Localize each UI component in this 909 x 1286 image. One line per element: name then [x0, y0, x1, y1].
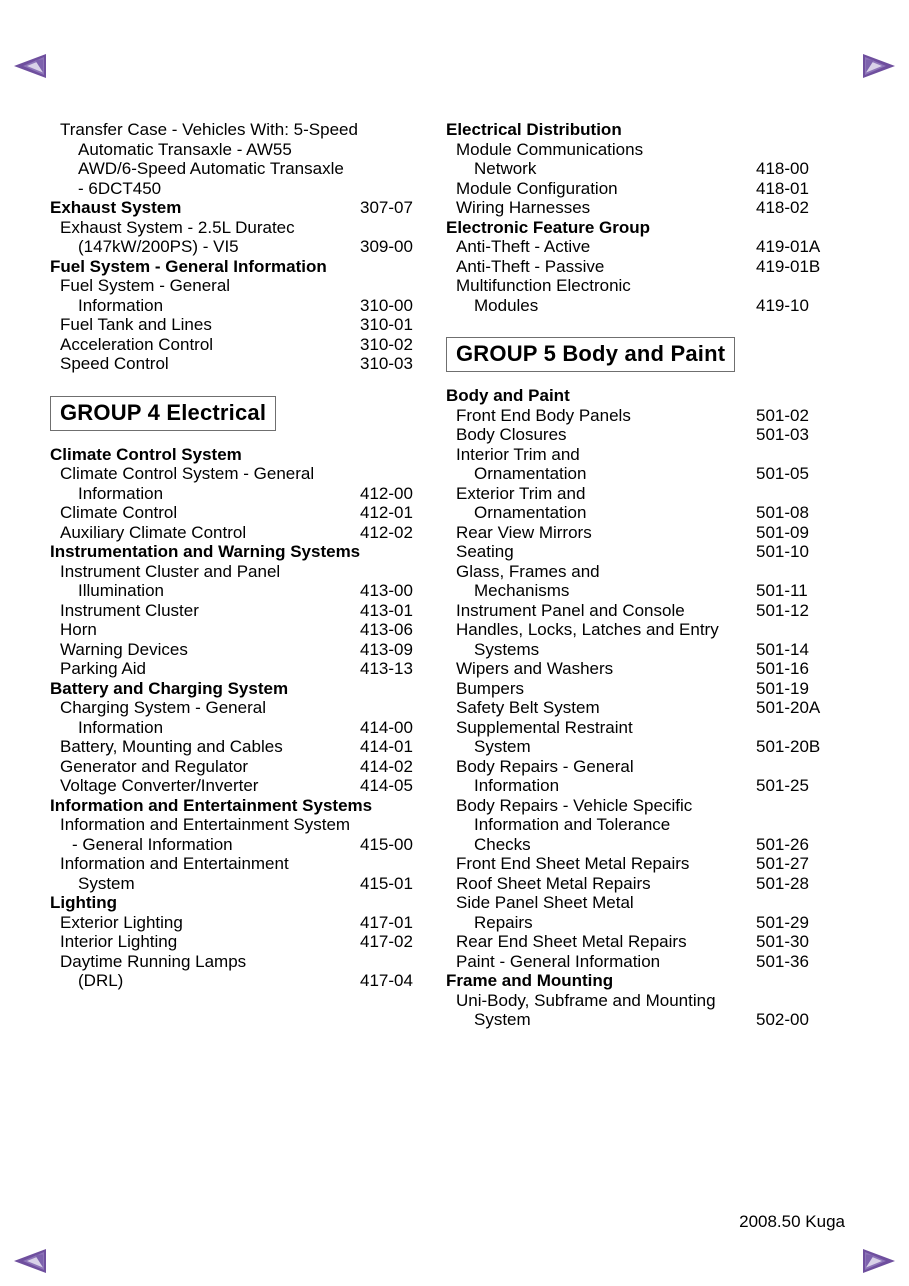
toc-entry[interactable]	[446, 523, 816, 543]
toc-entry[interactable]	[50, 815, 420, 854]
toc-entry-number: 501-30	[756, 932, 809, 951]
toc-entry-title-line: Body Repairs - General	[456, 756, 634, 776]
toc-entry-title-line: Speed Control	[60, 354, 169, 373]
toc-entry-title-line: Uni-Body, Subframe and Mounting	[456, 990, 716, 1010]
toc-entry-number: 414-02	[360, 756, 413, 776]
toc-entry-number: 501-02	[756, 405, 809, 425]
toc-entry[interactable]	[50, 335, 420, 355]
toc-entry-number: 501-36	[756, 951, 809, 971]
toc-entry-title-line: Rear End Sheet Metal Repairs	[456, 932, 687, 951]
toc-entry[interactable]	[50, 913, 420, 933]
toc-entry-number: 310-02	[360, 334, 413, 354]
toc-entry-title-line: (147kW/200PS) - VI5	[78, 237, 239, 256]
toc-entry-title-line: Transfer Case - Vehicles With: 5-Speed	[60, 120, 358, 139]
toc-entry-title-line: System	[474, 1010, 531, 1029]
toc-entry-title-line: Information and Entertainment System	[60, 815, 351, 834]
toc-entry-title-line: Side Panel Sheet Metal	[456, 893, 634, 912]
toc-entry-number: 418-00	[756, 159, 809, 178]
toc-entry-number: 414-00	[360, 717, 413, 737]
toc-entry-title-line: Module Configuration	[456, 178, 618, 198]
toc-entry-number: 418-02	[756, 198, 809, 217]
toc-entry-number: 501-19	[756, 678, 809, 698]
toc-entry-title-line: Instrument Cluster and Panel	[60, 561, 281, 581]
toc-entry[interactable]	[446, 757, 816, 796]
toc-entry-number: 417-01	[360, 912, 413, 932]
toc-entry-title-line: (DRL)	[78, 971, 124, 990]
toc-entry-title-line: Charging System - General	[60, 698, 266, 717]
toc-entry[interactable]	[446, 445, 816, 484]
toc-entry[interactable]	[446, 198, 816, 218]
toc-entry-number: 413-00	[360, 581, 413, 600]
toc-entry-number: 412-02	[360, 522, 413, 542]
toc-entry-title-line: Paint - General Information	[456, 951, 661, 971]
toc-entry-number: 501-12	[756, 600, 809, 620]
toc-entry-number: 501-09	[756, 522, 809, 542]
toc-entry[interactable]	[50, 640, 420, 660]
toc-entry[interactable]	[50, 932, 420, 952]
toc-entry-title-line: - General Information	[72, 834, 233, 854]
toc-entry-title-line: Information	[78, 483, 164, 503]
toc-entry[interactable]	[50, 737, 420, 757]
toc-entry-title-line: System	[474, 737, 531, 756]
toc-entry[interactable]	[446, 796, 816, 855]
toc-entry[interactable]	[446, 932, 816, 952]
section-heading: Electronic Feature Group	[446, 217, 651, 237]
toc-entry-title-line: Body Closures	[456, 425, 567, 444]
toc-entry-number: 417-04	[360, 971, 413, 990]
toc-entry[interactable]	[446, 893, 816, 932]
section-heading: Climate Control System	[50, 444, 242, 464]
toc-entry-number: 501-28	[756, 873, 809, 893]
toc-entry-number: 412-01	[360, 503, 413, 522]
toc-entry[interactable]	[446, 140, 816, 179]
toc-entry-title-line: Parking Aid	[60, 659, 146, 678]
toc-entry-title-line: Fuel Tank and Lines	[60, 315, 212, 334]
toc-entry-title-line: Seating	[456, 542, 514, 561]
toc-entry-title-line: - 6DCT450	[78, 178, 162, 198]
toc-entry-number: 413-13	[360, 659, 413, 678]
toc-entry[interactable]	[50, 952, 420, 991]
group-heading: GROUP 4 Electrical	[50, 396, 276, 431]
toc-entry[interactable]	[50, 218, 420, 257]
section-heading: Body and Paint	[446, 386, 570, 405]
toc-entry-number: 310-01	[360, 315, 413, 334]
toc-entry-title-line: Information	[78, 295, 164, 315]
toc-entry[interactable]	[446, 542, 816, 562]
toc-entry-number: 413-01	[360, 600, 413, 620]
toc-entry[interactable]	[50, 276, 420, 315]
toc-entry-title-line: Battery, Mounting and Cables	[60, 737, 283, 756]
toc-entry[interactable]	[50, 601, 420, 621]
toc-entry-title-line: Illumination	[78, 581, 164, 600]
group-heading: GROUP 5 Body and Paint	[446, 337, 735, 372]
toc-entry-title-line: Roof Sheet Metal Repairs	[456, 873, 651, 893]
toc-entry-title-line: Ornamentation	[474, 464, 587, 483]
toc-entry[interactable]	[50, 354, 420, 374]
toc-entry-number: 414-05	[360, 776, 413, 795]
toc-entry-title-line: Exhaust System - 2.5L Duratec	[60, 217, 295, 237]
toc-entry[interactable]	[50, 659, 420, 679]
toc-entry-number: 501-14	[756, 639, 809, 659]
toc-entry[interactable]	[446, 562, 816, 601]
toc-entry-title-line: Interior Lighting	[60, 932, 178, 951]
toc-entry[interactable]	[50, 620, 420, 640]
toc-entry[interactable]	[446, 874, 816, 894]
toc-entry[interactable]	[446, 406, 816, 426]
toc-entry-title-line: Climate Control System - General	[60, 464, 315, 483]
toc-entry[interactable]	[446, 717, 821, 757]
toc-entry-title-line: Horn	[60, 620, 97, 639]
toc-entry-number: 501-03	[756, 425, 809, 444]
toc-entry-number: 501-29	[756, 912, 809, 932]
toc-left-column	[50, 120, 420, 991]
toc-entry[interactable]	[50, 503, 420, 523]
toc-entry-title-line: Repairs	[474, 912, 533, 932]
toc-entry[interactable]	[446, 601, 816, 621]
toc-entry-number: 501-20B	[756, 737, 821, 756]
toc-entry-number: 501-27	[756, 854, 809, 873]
toc-entry[interactable]	[446, 679, 816, 699]
toc-entry-title-line: Front End Sheet Metal Repairs	[456, 854, 690, 873]
toc-entry[interactable]	[446, 698, 821, 718]
toc-entry-title-line: Information and Entertainment	[60, 854, 289, 873]
toc-entry-title-line: Mechanisms	[474, 581, 570, 600]
group-heading-container	[50, 396, 420, 431]
section-heading: Electrical Distribution	[446, 120, 622, 139]
toc-entry-number: 414-01	[360, 737, 413, 756]
toc-entry-number: 501-20A	[756, 698, 821, 717]
toc-entry-title-line: Ornamentation	[474, 503, 587, 522]
toc-entry-title-line: Instrument Panel and Console	[456, 600, 685, 620]
toc-entry-title-line: Exterior Trim and	[456, 483, 586, 503]
toc-entry[interactable]	[50, 464, 420, 503]
toc-entry-title-line: Wiring Harnesses	[456, 198, 591, 217]
toc-entry-title-line: Voltage Converter/Inverter	[60, 776, 259, 795]
toc-entry-title-line: AWD/6-Speed Automatic Transaxle	[78, 159, 344, 178]
toc-entry-title-line: Module Communications	[456, 139, 644, 159]
toc-entry-title-line: Supplemental Restraint	[456, 717, 633, 737]
toc-entry-number: 310-00	[360, 295, 413, 315]
toc-entry-number: 417-02	[360, 932, 413, 951]
toc-entry[interactable]	[446, 237, 821, 257]
toc-entry-number: 419-01B	[756, 256, 821, 276]
toc-entry-title-line: Checks	[474, 834, 531, 854]
toc-entry-number: 501-10	[756, 542, 809, 561]
toc-entry-title-line: Bumpers	[456, 678, 525, 698]
toc-entry-title-line: Automatic Transaxle - AW55	[78, 139, 292, 159]
toc-entry[interactable]	[446, 659, 816, 679]
toc-entry[interactable]	[50, 757, 420, 777]
toc-entry-title-line: System	[78, 873, 135, 893]
toc-entry-title	[60, 120, 420, 198]
toc-entry-title-line: Front End Body Panels	[456, 405, 631, 425]
toc-entry[interactable]	[446, 991, 816, 1030]
toc-entry-title-line: Acceleration Control	[60, 334, 214, 354]
toc-entry[interactable]	[50, 523, 420, 543]
section-heading: Instrumentation and Warning Systems	[50, 542, 361, 561]
toc-entry-title-line: Generator and Regulator	[60, 756, 249, 776]
toc-entry-title-line: Multifunction Electronic	[456, 276, 631, 295]
toc-entry[interactable]	[446, 620, 816, 659]
group-heading-container	[446, 337, 816, 372]
toc-entry-title-line: Modules	[474, 295, 539, 315]
toc-entry-number: 412-00	[360, 483, 413, 503]
toc-entry-title-line: Rear View Mirrors	[456, 522, 592, 542]
toc-entry-title-line: Information	[78, 717, 164, 737]
toc-entry-number: 413-09	[360, 639, 413, 659]
toc-entry[interactable]	[446, 854, 816, 874]
toc-entry-title-line: Warning Devices	[60, 639, 188, 659]
toc-entry-number: 419-10	[756, 295, 809, 315]
toc-entry-title-line: Fuel System - General	[60, 276, 231, 295]
section-heading: Fuel System - General Information	[50, 256, 327, 276]
toc-entry[interactable]	[446, 484, 816, 523]
toc-entry-title-line: Network	[474, 159, 537, 178]
toc-entry-number: 501-11	[756, 581, 808, 600]
toc-entry-number: 501-26	[756, 834, 809, 854]
section-heading: Exhaust System	[50, 198, 182, 217]
toc-entry-number: 307-07	[360, 198, 413, 217]
toc-entry-title-line: Wipers and Washers	[456, 659, 614, 678]
page-footer: 2008.50 Kuga	[739, 1212, 845, 1231]
toc-entry-title-line: Climate Control	[60, 503, 178, 522]
section-heading: Information and Entertainment Systems	[50, 795, 373, 815]
toc-entry-title-line: Auxiliary Climate Control	[60, 522, 247, 542]
toc-entry-number: 501-16	[756, 659, 809, 678]
toc-entry-title-line: Instrument Cluster	[60, 600, 199, 620]
toc-entry-number: 501-08	[756, 503, 809, 522]
toc-entry[interactable]	[446, 425, 816, 445]
toc-entry-title-line: Handles, Locks, Latches and Entry	[456, 620, 719, 639]
toc-entry-title-line: Anti-Theft - Passive	[456, 256, 605, 276]
toc-entry-title-line: Interior Trim and	[456, 444, 580, 464]
toc-entry-title-line: Safety Belt System	[456, 698, 600, 717]
toc-entry[interactable]	[50, 562, 420, 601]
toc-entry[interactable]	[50, 698, 420, 737]
toc-right-column	[446, 120, 821, 1030]
toc-entry-title-line: Systems	[474, 639, 540, 659]
toc-entry[interactable]	[50, 776, 420, 796]
toc-entry-title-line: Glass, Frames and	[456, 561, 600, 581]
section-heading: Battery and Charging System	[50, 678, 289, 698]
toc-entry[interactable]	[446, 179, 816, 199]
toc-entry-title-line: Information	[474, 776, 560, 795]
toc-entry-title-line: Anti-Theft - Active	[456, 237, 591, 256]
toc-entry-number: 501-25	[756, 776, 809, 795]
section-heading: Lighting	[50, 893, 118, 912]
toc-entry-number: 502-00	[756, 1010, 809, 1029]
toc-entry[interactable]	[50, 315, 420, 335]
toc-entry-number: 413-06	[360, 620, 413, 639]
toc-entry-number: 419-01A	[756, 237, 821, 256]
toc-entry[interactable]	[446, 276, 816, 315]
toc-entry-number: 415-01	[360, 873, 413, 893]
section-heading: Frame and Mounting	[446, 971, 614, 990]
toc-entry[interactable]	[446, 952, 816, 972]
toc-entry-number: 501-05	[756, 464, 809, 483]
toc-entry-title-line: Body Repairs - Vehicle Specific	[456, 795, 693, 815]
toc-entry-number: 418-01	[756, 178, 809, 198]
toc-entry[interactable]	[50, 854, 420, 893]
toc-entry-number: 309-00	[360, 237, 413, 256]
toc-entry-title-line: Daytime Running Lamps	[60, 951, 247, 971]
toc-entry-title-line: Exterior Lighting	[60, 912, 183, 932]
toc-entry[interactable]	[446, 256, 821, 277]
toc-entry-number: 310-03	[360, 354, 413, 373]
toc-entry-number: 415-00	[360, 834, 413, 854]
toc-entry-title-line: Information and Tolerance	[474, 815, 671, 834]
